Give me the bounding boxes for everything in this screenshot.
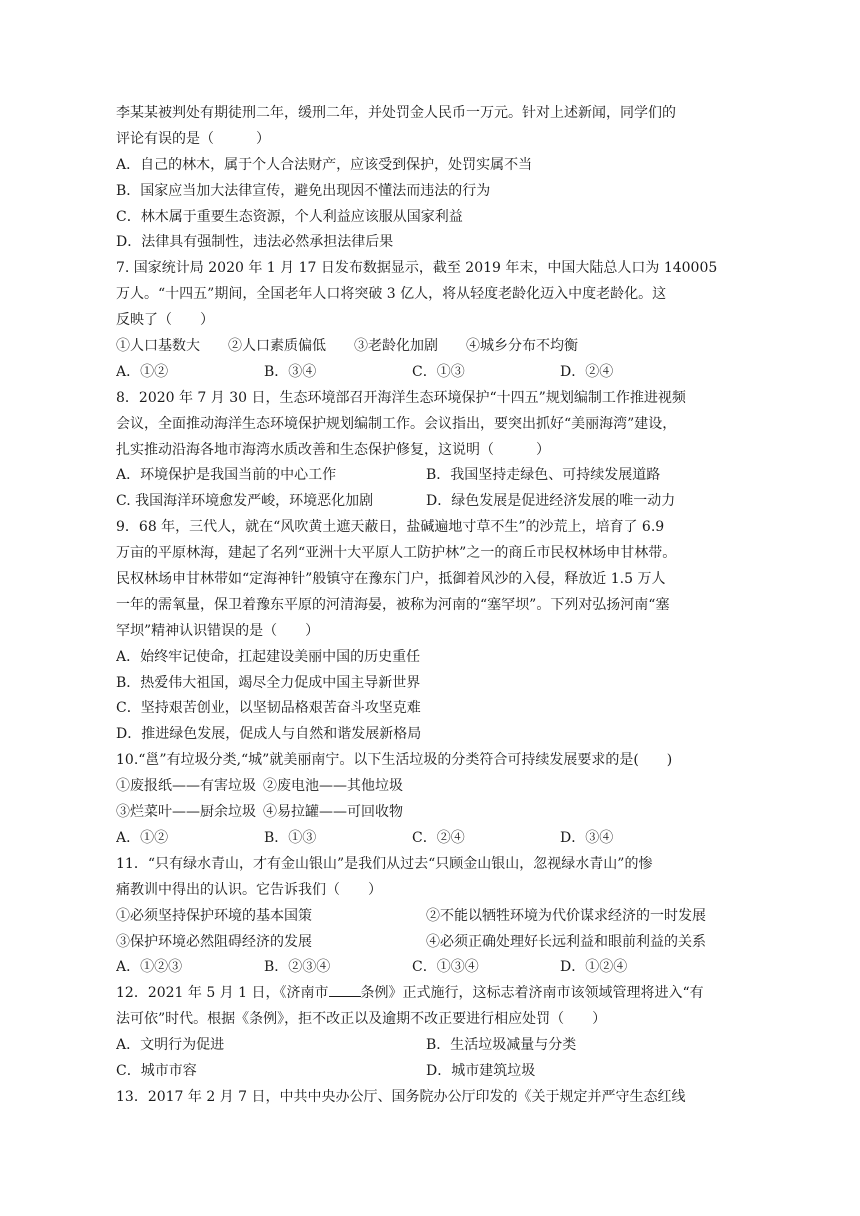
question-6 xyxy=(116,101,736,256)
question-text xyxy=(116,981,736,1007)
option-c[interactable]: C．林木属于重要生态资源，个人利益应该服从国家利益 xyxy=(116,208,463,225)
option-c[interactable]: C．城市市容 xyxy=(116,1062,197,1079)
option-c[interactable]: C. 我国海洋环境愈发严峻，环境恶化加剧 xyxy=(116,493,374,510)
option-b[interactable]: B．①③ xyxy=(264,829,317,846)
statement-item: ①必须坚持保护环境的基本国策 xyxy=(116,907,312,924)
question-text: 11．“只有绿水青山，才有金山银山”是我们从过去“只顾金山银山，忽视绿水青山”的惨 xyxy=(116,855,653,872)
question-text: 会议，全面推动海洋生态环境保护规划编制工作。会议指出，要突出抓好“美丽海湾”建设， xyxy=(116,415,677,432)
question-text: 13．2017 年 2 月 7 日，中共中央办公厅、国务院办公厅印发的《关于规定并严守生态红线 xyxy=(116,1088,686,1105)
question-text: 法可依”时代。根据《条例》，拒不改正以及逾期不改正要进行相应处罚（ ） xyxy=(116,1011,607,1028)
question-10 xyxy=(116,748,736,852)
question-text-part: 12．2021 年 5 月 1 日，《济南市 xyxy=(116,985,329,1002)
option-a[interactable]: A．①② xyxy=(116,363,169,380)
option-a[interactable]: A．①②③ xyxy=(116,959,183,976)
option-a[interactable]: A．文明行为促进 xyxy=(116,1037,225,1054)
options-row xyxy=(116,489,736,515)
question-text: 扎实推动沿海各地市海湾水质改善和生态保护修复，这说明（ ） xyxy=(116,441,550,458)
question-7 xyxy=(116,256,736,385)
option-a[interactable]: A．①② xyxy=(116,829,169,846)
question-8 xyxy=(116,386,736,515)
option-b[interactable]: B．②③④ xyxy=(264,959,331,976)
option-d[interactable]: D．③④ xyxy=(560,829,614,846)
options-row xyxy=(116,360,736,386)
option-d[interactable]: D．绿色发展是促进经济发展的唯一动力 xyxy=(426,493,676,510)
question-12 xyxy=(116,981,736,1085)
option-b[interactable]: B．我国坚持走绿色、可持续发展道路 xyxy=(426,467,661,484)
question-text: 万亩的平原林海，建起了名列“亚洲十大平原人工防护林”之一的商丘市民权林场申甘林带。 xyxy=(116,545,677,562)
question-13 xyxy=(116,1085,736,1111)
statement-item: ④必须正确处理好长远利益和眼前利益的关系 xyxy=(426,933,706,950)
option-a[interactable]: A．自己的林木，属于个人合法财产，应该受到保护，处罚实属不当 xyxy=(116,156,533,173)
option-b[interactable]: B．热爱伟大祖国，竭尽全力促成中国主导新世界 xyxy=(116,674,421,691)
question-text: 民权林场申甘林带如“定海神针”般镇守在豫东门户，抵御着风沙的入侵，释放近 1.5 万人 xyxy=(116,571,666,588)
question-text: 李某某被判处有期徒刑二年，缓刑二年，并处罚金人民币一万元。针对上述新闻，同学们的 xyxy=(116,105,676,121)
statement-item: ②不能以牺牲环境为代价谋求经济的一时发展 xyxy=(426,907,706,924)
options-row xyxy=(116,826,736,852)
question-text: 罕坝”精神认识错误的是（ ） xyxy=(116,622,320,639)
option-b[interactable]: B．国家应当加大法律宣传，避免出现因不懂法而违法的行为 xyxy=(116,182,491,199)
option-d[interactable]: D．①②④ xyxy=(560,959,628,976)
statement-item: ①废报纸——有害垃圾 xyxy=(116,778,256,795)
statement-row xyxy=(116,904,736,930)
statement-row xyxy=(116,800,736,826)
statement-item: ④易拉罐——可回收物 xyxy=(263,804,403,821)
question-9 xyxy=(116,515,736,748)
option-a[interactable]: A．环境保护是我国当前的中心工作 xyxy=(116,467,337,484)
option-c[interactable]: C．坚持艰苦创业，以坚韧品格艰苦奋斗攻坚克难 xyxy=(116,700,421,717)
option-d[interactable]: D．法律具有强制性，违法必然承担法律后果 xyxy=(116,234,394,251)
options-row xyxy=(116,463,736,489)
question-text: 10.“邕”有垃圾分类,“城”就美丽南宁。以下生活垃圾的分类符合可持续发展要求的是( ) xyxy=(116,752,673,769)
option-b[interactable]: B．③④ xyxy=(264,363,317,380)
statement-item: ②废电池——其他垃圾 xyxy=(263,778,403,795)
question-text: 评论有误的是（ ） xyxy=(116,130,270,147)
options-row xyxy=(116,1059,736,1085)
option-d[interactable]: D．推进绿色发展，促成人与自然和谐发展新格局 xyxy=(116,726,422,743)
statement-items: ①人口基数大 ②人口素质偏低 ③老龄化加剧 ④城乡分布不均衡 xyxy=(116,338,578,355)
option-d[interactable]: D．②④ xyxy=(560,363,614,380)
option-c[interactable]: C．①③④ xyxy=(412,959,479,976)
option-a[interactable]: A．始终牢记使命，扛起建设美丽中国的历史重任 xyxy=(116,648,421,665)
question-text: 万人。“十四五”期间，全国老年人口将突破 3 亿人，将从轻度老龄化迈入中度老龄化。这 xyxy=(116,286,667,303)
question-text: 痛教训中得出的认识。它告诉我们（ ） xyxy=(116,881,382,898)
option-c[interactable]: C．①③ xyxy=(412,363,465,380)
statement-row xyxy=(116,774,736,800)
statement-item: ③保护环境必然阻碍经济的发展 xyxy=(116,933,312,950)
option-b[interactable]: B．生活垃圾减量与分类 xyxy=(426,1037,577,1054)
question-text: 7. 国家统计局 2020 年 1 月 17 日发布数据显示，截至 2019 年末，中国大陆总人口为 140005 xyxy=(116,260,718,277)
question-11 xyxy=(116,852,736,981)
fill-in-blank xyxy=(329,982,361,997)
option-d[interactable]: D．城市建筑垃圾 xyxy=(426,1062,536,1079)
question-text: 9．68 年，三代人，就在“风吹黄土遮天蔽日，盐碱遍地寸草不生”的沙荒上，培育了 6.9 xyxy=(116,519,665,536)
statement-row xyxy=(116,930,736,956)
options-row xyxy=(116,1033,736,1059)
question-text: 一年的需氧量，保卫着豫东平原的河清海晏，被称为河南的“塞罕坝”。下列对弘扬河南“塞 xyxy=(116,596,670,613)
options-row xyxy=(116,955,736,981)
statement-item: ③烂菜叶——厨余垃圾 xyxy=(116,804,256,821)
question-list xyxy=(116,101,736,1111)
question-text-part: 条例》正式施行，这标志着济南市该领域管理将进入“有 xyxy=(360,985,704,1002)
question-text: 8．2020 年 7 月 30 日，生态环境部召开海洋生态环境保护“十四五”规划编制工作推进视频 xyxy=(116,389,686,406)
option-c[interactable]: C．②④ xyxy=(412,829,465,846)
question-text: 反映了（ ） xyxy=(116,312,214,329)
